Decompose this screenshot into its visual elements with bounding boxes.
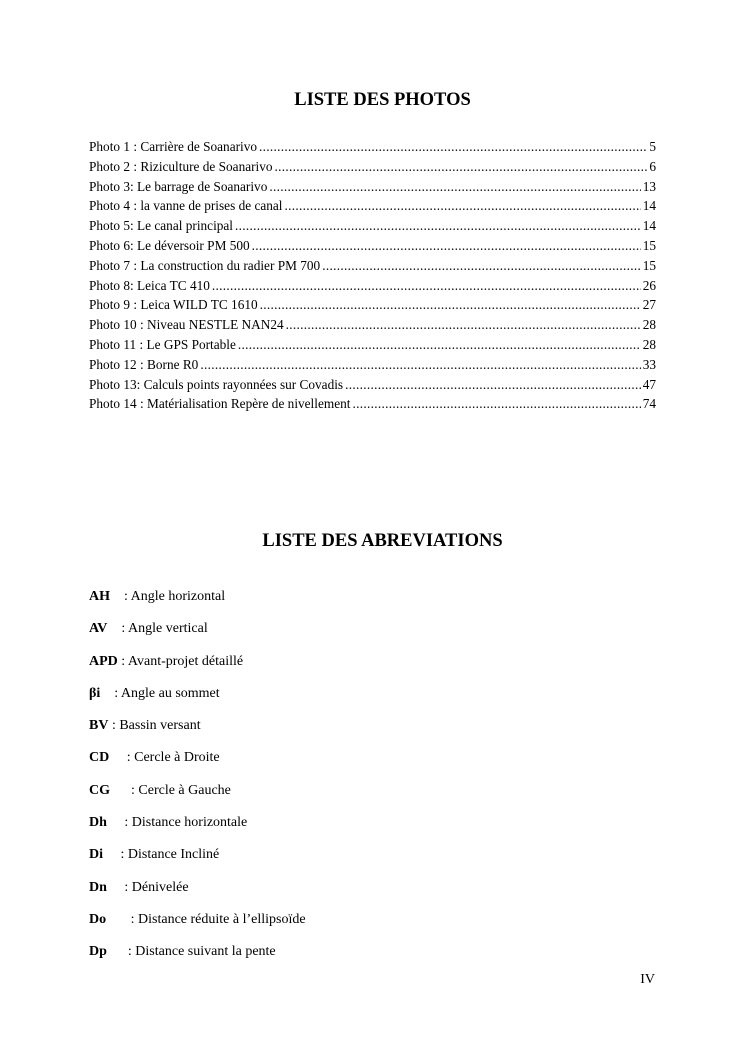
toc-leader-dots xyxy=(260,295,641,315)
toc-leader-dots xyxy=(238,335,641,355)
abbreviation-separator: : xyxy=(110,589,131,604)
toc-leader-dots xyxy=(212,276,641,296)
abbreviation-definition: Avant-projet détaillé xyxy=(127,653,244,669)
toc-entry-label: Photo 6: Le déversoir PM 500 xyxy=(89,237,250,253)
toc-entry-label: Photo 4 : la vanne de prises de canal xyxy=(89,198,283,214)
abbreviation-entry xyxy=(89,683,306,715)
abbreviation-entry xyxy=(89,618,306,650)
abbreviation-definition: Distance Incliné xyxy=(127,847,220,863)
abbreviation-separator: : xyxy=(103,847,128,863)
toc-entry[interactable] xyxy=(89,315,656,335)
toc-entry-page: 47 xyxy=(642,376,656,392)
abbreviation-term: AV xyxy=(89,621,108,637)
abbreviation-entry xyxy=(89,941,306,973)
toc-entry-page: 6 xyxy=(649,158,656,174)
toc-entry-page: 27 xyxy=(642,297,656,313)
toc-entry-label: Photo 5: Le canal principal xyxy=(89,218,234,234)
toc-entry-label: Photo 13: Calculs points rayonnées sur Covadis xyxy=(89,376,344,392)
abbreviation-term: CG xyxy=(89,782,110,798)
toc-leader-dots xyxy=(252,236,641,256)
abbreviation-term: Dn xyxy=(89,879,107,895)
toc-entry-page: 13 xyxy=(642,178,656,194)
toc-entry[interactable] xyxy=(89,196,656,216)
abbreviation-definition: Distance horizontale xyxy=(131,815,248,831)
abbreviation-entry xyxy=(89,780,306,812)
toc-entry-label: Photo 9 : Leica WILD TC 1610 xyxy=(89,297,258,313)
toc-entry-label: Photo 2 : Riziculture de Soanarivo xyxy=(89,158,273,174)
toc-entry[interactable] xyxy=(89,256,656,276)
toc-entry-label: Photo 1 : Carrière de Soanarivo xyxy=(89,139,258,154)
toc-entry-label: Photo 11 : Le GPS Portable xyxy=(89,336,236,352)
abbreviations-list-title: LISTE DES ABREVIATIONS xyxy=(262,531,503,551)
toc-entry-page: 15 xyxy=(642,257,656,273)
toc-entry-label: Photo 8: Leica TC 410 xyxy=(89,277,210,293)
photos-list-title: LISTE DES PHOTOS xyxy=(294,90,471,110)
toc-entry-page: 5 xyxy=(649,139,656,154)
abbreviation-separator: : xyxy=(106,879,132,895)
toc-entry[interactable] xyxy=(89,394,656,414)
toc-entry[interactable] xyxy=(89,355,656,375)
abbreviation-entry xyxy=(89,651,306,683)
toc-entry-page: 15 xyxy=(642,237,656,253)
toc-entry[interactable] xyxy=(89,236,656,256)
abbreviation-term: Do xyxy=(89,911,107,927)
toc-leader-dots xyxy=(286,315,641,335)
abbreviation-definition: Dénivelée xyxy=(131,879,189,895)
abbreviation-entry xyxy=(89,812,306,844)
toc-entry[interactable] xyxy=(89,276,656,296)
abbreviation-term: APD xyxy=(89,653,118,669)
toc-leader-dots xyxy=(259,137,647,157)
toc-entry[interactable] xyxy=(89,295,656,315)
abbreviation-term: Di xyxy=(89,847,103,863)
abbreviation-entry xyxy=(89,715,306,747)
toc-entry[interactable] xyxy=(89,335,656,355)
abbreviation-definition: Angle horizontal xyxy=(130,589,226,604)
toc-entry[interactable] xyxy=(89,216,656,236)
abbreviation-separator: : xyxy=(107,621,129,637)
toc-entry[interactable] xyxy=(89,375,656,395)
toc-entry-page: 28 xyxy=(642,317,656,333)
abbreviation-definition: Bassin versant xyxy=(119,718,201,734)
abbreviation-separator: : xyxy=(117,653,128,669)
page-number: IV xyxy=(640,972,655,987)
toc-leader-dots xyxy=(285,196,641,216)
abbreviation-term: βi xyxy=(89,685,101,701)
abbreviation-term: Dh xyxy=(89,815,107,831)
toc-entry-page: 14 xyxy=(642,218,656,234)
toc-leader-dots xyxy=(345,375,641,395)
toc-entry-page: 28 xyxy=(642,336,656,352)
abbreviation-entry xyxy=(89,877,306,909)
abbreviation-definition: Angle vertical xyxy=(128,621,208,637)
toc-entry[interactable] xyxy=(89,137,656,157)
abbreviation-separator: : xyxy=(106,911,139,927)
abbreviation-term: Dp xyxy=(89,944,107,960)
toc-entry-label: Photo 14 : Matérialisation Repère de nivellement xyxy=(89,396,351,412)
toc-leader-dots xyxy=(352,394,640,414)
abbreviation-entry xyxy=(89,909,306,941)
abbreviation-separator: : xyxy=(110,782,139,798)
abbreviation-definition: Angle au sommet xyxy=(120,685,220,701)
toc-leader-dots xyxy=(235,216,641,236)
toc-entry-label: Photo 7 : La construction du radier PM 700 xyxy=(89,257,321,273)
abbreviation-term: BV xyxy=(89,718,109,734)
abbreviation-entry xyxy=(89,747,306,779)
toc-entry-label: Photo 12 : Borne R0 xyxy=(89,356,199,372)
toc-entry[interactable] xyxy=(89,177,656,197)
abbreviation-term: AH xyxy=(89,589,110,604)
photos-list xyxy=(89,137,656,414)
toc-entry-page: 33 xyxy=(642,356,656,372)
abbreviation-definition: Cercle à Droite xyxy=(134,750,220,766)
abbreviation-entry xyxy=(89,586,306,618)
abbreviation-entry xyxy=(89,844,306,876)
abbreviation-definition: Distance suivant la pente xyxy=(135,944,276,960)
toc-leader-dots xyxy=(269,177,640,197)
abbreviation-term: CD xyxy=(89,750,110,766)
toc-entry-label: Photo 10 : Niveau NESTLE NAN24 xyxy=(89,317,284,333)
toc-leader-dots xyxy=(322,256,641,276)
toc-entry-page: 14 xyxy=(642,198,656,214)
toc-entry[interactable] xyxy=(89,157,656,177)
abbreviation-separator: : xyxy=(108,718,120,734)
toc-leader-dots xyxy=(200,355,640,375)
abbreviation-definition: Cercle à Gauche xyxy=(138,782,231,798)
toc-leader-dots xyxy=(275,157,648,177)
toc-entry-label: Photo 3: Le barrage de Soanarivo xyxy=(89,178,268,194)
abbreviation-separator: : xyxy=(106,944,136,960)
abbreviation-separator: : xyxy=(100,685,121,701)
toc-entry-page: 26 xyxy=(642,277,656,293)
abbreviation-definition: Distance réduite à l’ellipsoïde xyxy=(138,911,306,927)
abbreviations-list xyxy=(89,586,306,974)
abbreviation-separator: : xyxy=(106,815,132,831)
abbreviation-separator: : xyxy=(109,750,135,766)
toc-entry-page: 74 xyxy=(642,396,656,412)
